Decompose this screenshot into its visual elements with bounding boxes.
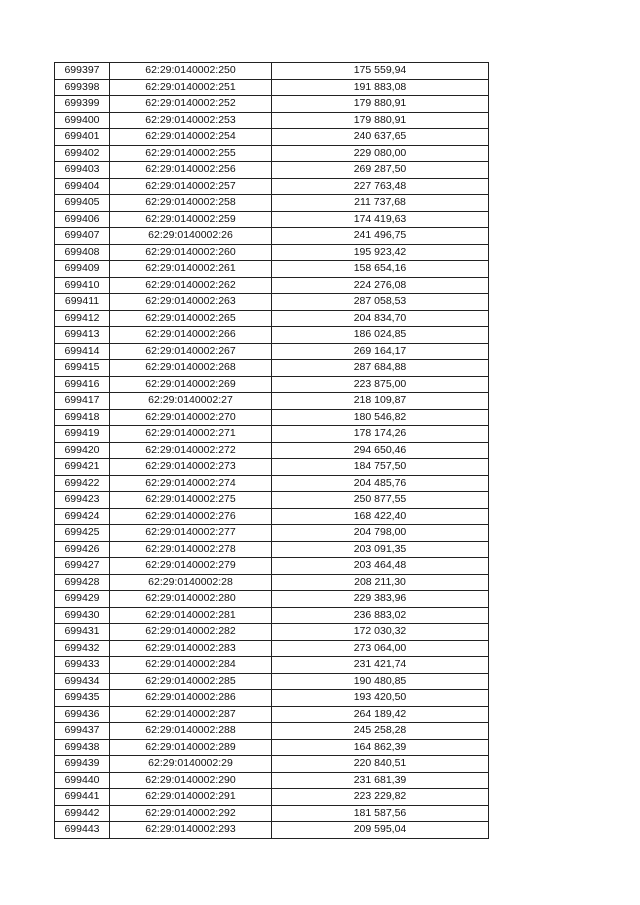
row-id-cell: 699442 (55, 805, 110, 822)
table-row (55, 492, 489, 509)
row-id-cell: 699406 (55, 211, 110, 228)
cadastral-value-cell: 175 559,94 (272, 63, 489, 80)
row-id-cell: 699439 (55, 756, 110, 773)
table-row (55, 79, 489, 96)
cadastral-value-cell: 204 798,00 (272, 525, 489, 542)
row-id-cell: 699438 (55, 739, 110, 756)
cadastral-value-cell: 158 654,16 (272, 261, 489, 278)
cadastral-value-cell: 179 880,91 (272, 96, 489, 113)
cadastral-value-cell: 269 287,50 (272, 162, 489, 179)
row-id-cell: 699420 (55, 442, 110, 459)
table-row (55, 442, 489, 459)
cadastral-value-cell: 204 834,70 (272, 310, 489, 327)
cadastral-value-cell: 184 757,50 (272, 459, 489, 476)
cadastral-number-cell: 62:29:0140002:257 (110, 178, 272, 195)
table-row (55, 376, 489, 393)
table-row (55, 706, 489, 723)
row-id-cell: 699409 (55, 261, 110, 278)
cadastral-number-cell: 62:29:0140002:291 (110, 789, 272, 806)
table-body (55, 63, 489, 839)
row-id-cell: 699440 (55, 772, 110, 789)
cadastral-value-cell: 164 862,39 (272, 739, 489, 756)
cadastral-value-cell: 204 485,76 (272, 475, 489, 492)
table-row (55, 63, 489, 80)
row-id-cell: 699417 (55, 393, 110, 410)
row-id-cell: 699441 (55, 789, 110, 806)
row-id-cell: 699398 (55, 79, 110, 96)
row-id-cell: 699430 (55, 607, 110, 624)
cadastral-value-cell: 223 229,82 (272, 789, 489, 806)
table-row (55, 145, 489, 162)
row-id-cell: 699400 (55, 112, 110, 129)
cadastral-value-cell: 245 258,28 (272, 723, 489, 740)
table-row (55, 294, 489, 311)
table-row (55, 525, 489, 542)
table-row (55, 211, 489, 228)
cadastral-number-cell: 62:29:0140002:267 (110, 343, 272, 360)
table-row (55, 360, 489, 377)
table-row (55, 459, 489, 476)
cadastral-number-cell: 62:29:0140002:286 (110, 690, 272, 707)
cadastral-number-cell: 62:29:0140002:250 (110, 63, 272, 80)
cadastral-number-cell: 62:29:0140002:254 (110, 129, 272, 146)
cadastral-number-cell: 62:29:0140002:284 (110, 657, 272, 674)
row-id-cell: 699416 (55, 376, 110, 393)
cadastral-value-cell: 193 420,50 (272, 690, 489, 707)
cadastral-value-cell: 181 587,56 (272, 805, 489, 822)
cadastral-number-cell: 62:29:0140002:26 (110, 228, 272, 245)
table-row (55, 508, 489, 525)
cadastral-number-cell: 62:29:0140002:282 (110, 624, 272, 641)
cadastral-number-cell: 62:29:0140002:258 (110, 195, 272, 212)
cadastral-number-cell: 62:29:0140002:292 (110, 805, 272, 822)
row-id-cell: 699412 (55, 310, 110, 327)
cadastral-value-cell: 287 058,53 (272, 294, 489, 311)
table-row (55, 591, 489, 608)
row-id-cell: 699404 (55, 178, 110, 195)
table-row (55, 558, 489, 575)
table-row (55, 244, 489, 261)
table-row (55, 409, 489, 426)
cadastral-value-cell: 191 883,08 (272, 79, 489, 96)
cadastral-value-cell: 236 883,02 (272, 607, 489, 624)
row-id-cell: 699425 (55, 525, 110, 542)
cadastral-number-cell: 62:29:0140002:278 (110, 541, 272, 558)
table-row (55, 327, 489, 344)
cadastral-value-cell: 186 024,85 (272, 327, 489, 344)
cadastral-value-table (54, 62, 489, 839)
cadastral-number-cell: 62:29:0140002:256 (110, 162, 272, 179)
table-row (55, 789, 489, 806)
table-row (55, 607, 489, 624)
row-id-cell: 699411 (55, 294, 110, 311)
cadastral-number-cell: 62:29:0140002:268 (110, 360, 272, 377)
cadastral-value-cell: 229 080,00 (272, 145, 489, 162)
row-id-cell: 699422 (55, 475, 110, 492)
cadastral-value-cell: 227 763,48 (272, 178, 489, 195)
row-id-cell: 699428 (55, 574, 110, 591)
cadastral-value-cell: 203 464,48 (272, 558, 489, 575)
cadastral-value-cell: 224 276,08 (272, 277, 489, 294)
cadastral-value-cell: 223 875,00 (272, 376, 489, 393)
cadastral-number-cell: 62:29:0140002:293 (110, 822, 272, 839)
cadastral-number-cell: 62:29:0140002:272 (110, 442, 272, 459)
cadastral-value-cell: 294 650,46 (272, 442, 489, 459)
cadastral-number-cell: 62:29:0140002:274 (110, 475, 272, 492)
cadastral-number-cell: 62:29:0140002:289 (110, 739, 272, 756)
row-id-cell: 699410 (55, 277, 110, 294)
cadastral-value-cell: 168 422,40 (272, 508, 489, 525)
cadastral-value-cell: 269 164,17 (272, 343, 489, 360)
table-row (55, 112, 489, 129)
table-row (55, 723, 489, 740)
row-id-cell: 699431 (55, 624, 110, 641)
row-id-cell: 699413 (55, 327, 110, 344)
row-id-cell: 699414 (55, 343, 110, 360)
row-id-cell: 699402 (55, 145, 110, 162)
cadastral-number-cell: 62:29:0140002:281 (110, 607, 272, 624)
table-row (55, 96, 489, 113)
cadastral-value-cell: 229 383,96 (272, 591, 489, 608)
table-row (55, 393, 489, 410)
cadastral-value-cell: 231 681,39 (272, 772, 489, 789)
cadastral-value-cell: 178 174,26 (272, 426, 489, 443)
table-row (55, 310, 489, 327)
cadastral-value-cell: 273 064,00 (272, 640, 489, 657)
table-row (55, 690, 489, 707)
table-row (55, 805, 489, 822)
row-id-cell: 699426 (55, 541, 110, 558)
cadastral-number-cell: 62:29:0140002:252 (110, 96, 272, 113)
cadastral-number-cell: 62:29:0140002:253 (110, 112, 272, 129)
table-row (55, 195, 489, 212)
cadastral-number-cell: 62:29:0140002:287 (110, 706, 272, 723)
row-id-cell: 699399 (55, 96, 110, 113)
table-row (55, 822, 489, 839)
cadastral-number-cell: 62:29:0140002:261 (110, 261, 272, 278)
cadastral-number-cell: 62:29:0140002:270 (110, 409, 272, 426)
cadastral-value-cell: 190 480,85 (272, 673, 489, 690)
cadastral-number-cell: 62:29:0140002:27 (110, 393, 272, 410)
table-row (55, 673, 489, 690)
cadastral-value-cell: 208 211,30 (272, 574, 489, 591)
cadastral-value-cell: 179 880,91 (272, 112, 489, 129)
row-id-cell: 699427 (55, 558, 110, 575)
cadastral-number-cell: 62:29:0140002:265 (110, 310, 272, 327)
cadastral-number-cell: 62:29:0140002:259 (110, 211, 272, 228)
cadastral-number-cell: 62:29:0140002:273 (110, 459, 272, 476)
cadastral-value-cell: 218 109,87 (272, 393, 489, 410)
cadastral-value-cell: 231 421,74 (272, 657, 489, 674)
row-id-cell: 699407 (55, 228, 110, 245)
cadastral-value-cell: 211 737,68 (272, 195, 489, 212)
table-row (55, 277, 489, 294)
row-id-cell: 699415 (55, 360, 110, 377)
cadastral-number-cell: 62:29:0140002:285 (110, 673, 272, 690)
cadastral-number-cell: 62:29:0140002:271 (110, 426, 272, 443)
row-id-cell: 699405 (55, 195, 110, 212)
row-id-cell: 699403 (55, 162, 110, 179)
cadastral-number-cell: 62:29:0140002:288 (110, 723, 272, 740)
cadastral-number-cell: 62:29:0140002:260 (110, 244, 272, 261)
cadastral-number-cell: 62:29:0140002:251 (110, 79, 272, 96)
cadastral-value-cell: 250 877,55 (272, 492, 489, 509)
table-row (55, 426, 489, 443)
cadastral-number-cell: 62:29:0140002:263 (110, 294, 272, 311)
cadastral-number-cell: 62:29:0140002:269 (110, 376, 272, 393)
row-id-cell: 699436 (55, 706, 110, 723)
cadastral-value-cell: 203 091,35 (272, 541, 489, 558)
cadastral-number-cell: 62:29:0140002:262 (110, 277, 272, 294)
table-row (55, 541, 489, 558)
cadastral-value-cell: 195 923,42 (272, 244, 489, 261)
table-row (55, 129, 489, 146)
cadastral-number-cell: 62:29:0140002:29 (110, 756, 272, 773)
cadastral-number-cell: 62:29:0140002:279 (110, 558, 272, 575)
cadastral-value-cell: 172 030,32 (272, 624, 489, 641)
cadastral-value-cell: 220 840,51 (272, 756, 489, 773)
cadastral-value-cell: 240 637,65 (272, 129, 489, 146)
row-id-cell: 699443 (55, 822, 110, 839)
table-row (55, 657, 489, 674)
cadastral-value-cell: 287 684,88 (272, 360, 489, 377)
row-id-cell: 699397 (55, 63, 110, 80)
table-row (55, 475, 489, 492)
table-row (55, 178, 489, 195)
row-id-cell: 699437 (55, 723, 110, 740)
row-id-cell: 699421 (55, 459, 110, 476)
table-row (55, 739, 489, 756)
cadastral-number-cell: 62:29:0140002:277 (110, 525, 272, 542)
cadastral-number-cell: 62:29:0140002:276 (110, 508, 272, 525)
table-row (55, 261, 489, 278)
row-id-cell: 699423 (55, 492, 110, 509)
cadastral-number-cell: 62:29:0140002:283 (110, 640, 272, 657)
table-row (55, 228, 489, 245)
cadastral-number-cell: 62:29:0140002:280 (110, 591, 272, 608)
cadastral-number-cell: 62:29:0140002:266 (110, 327, 272, 344)
table-row (55, 772, 489, 789)
cadastral-value-cell: 180 546,82 (272, 409, 489, 426)
row-id-cell: 699432 (55, 640, 110, 657)
cadastral-value-cell: 264 189,42 (272, 706, 489, 723)
cadastral-number-cell: 62:29:0140002:290 (110, 772, 272, 789)
row-id-cell: 699429 (55, 591, 110, 608)
row-id-cell: 699419 (55, 426, 110, 443)
row-id-cell: 699418 (55, 409, 110, 426)
row-id-cell: 699435 (55, 690, 110, 707)
cadastral-value-cell: 209 595,04 (272, 822, 489, 839)
cadastral-number-cell: 62:29:0140002:275 (110, 492, 272, 509)
table-row (55, 624, 489, 641)
cadastral-number-cell: 62:29:0140002:255 (110, 145, 272, 162)
table-row (55, 574, 489, 591)
cadastral-value-cell: 241 496,75 (272, 228, 489, 245)
row-id-cell: 699424 (55, 508, 110, 525)
row-id-cell: 699433 (55, 657, 110, 674)
row-id-cell: 699401 (55, 129, 110, 146)
table-row (55, 640, 489, 657)
row-id-cell: 699408 (55, 244, 110, 261)
cadastral-number-cell: 62:29:0140002:28 (110, 574, 272, 591)
table-row (55, 343, 489, 360)
table-row (55, 756, 489, 773)
table-row (55, 162, 489, 179)
cadastral-value-cell: 174 419,63 (272, 211, 489, 228)
row-id-cell: 699434 (55, 673, 110, 690)
